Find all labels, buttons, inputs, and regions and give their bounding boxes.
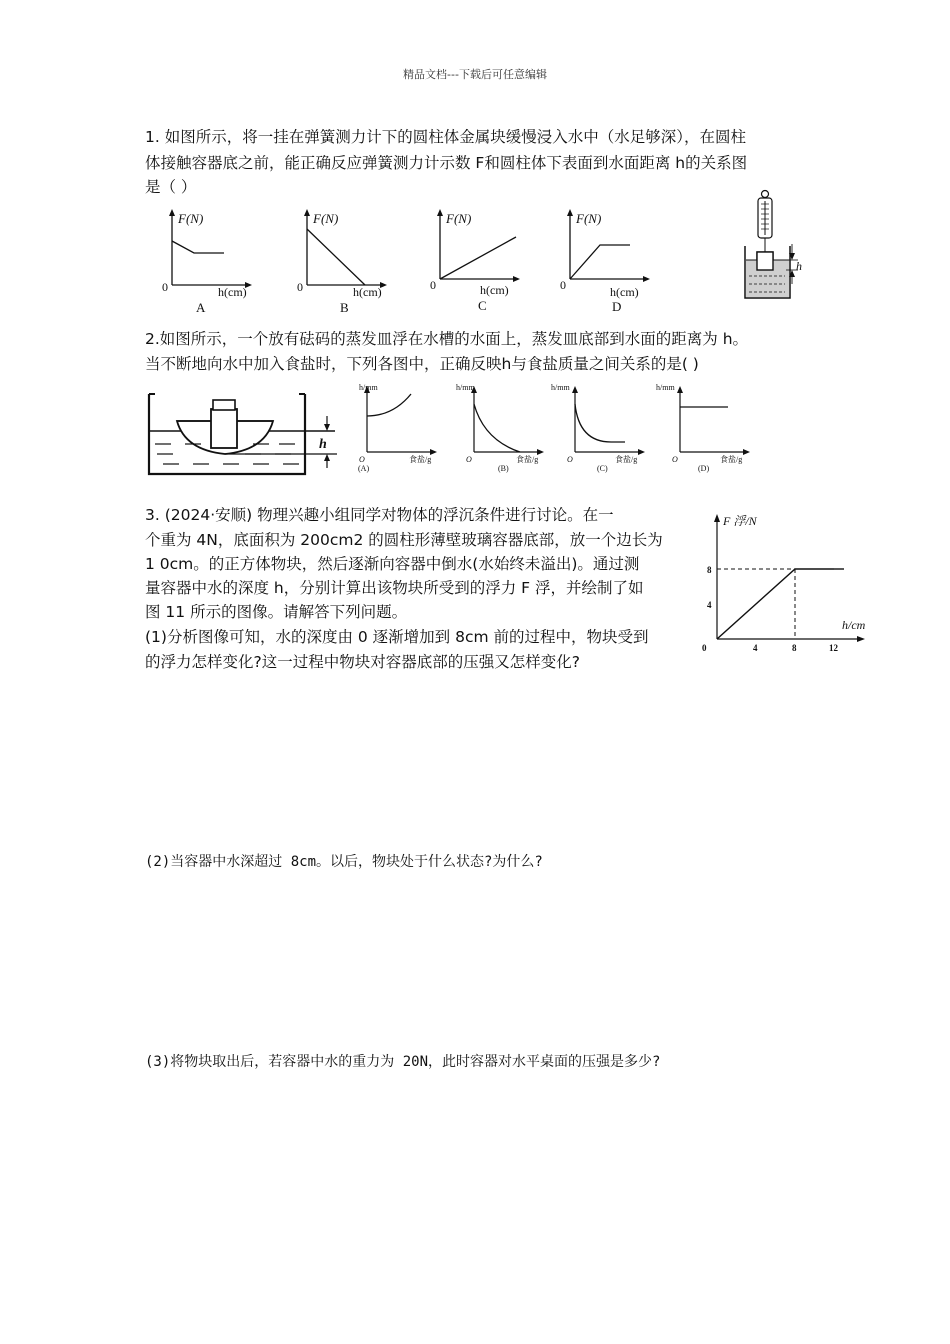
q1-b-xlabel: h(cm)	[353, 285, 382, 299]
q1-a-ylabel: F(N)	[178, 211, 204, 226]
q1-apparatus-h-label: h	[796, 259, 802, 273]
q3-x-tick-label: 0	[702, 643, 707, 653]
q2-option-c-label: (C)	[597, 464, 608, 473]
q2-option-a-graph	[355, 382, 445, 474]
q2-option-d-graph	[656, 382, 758, 474]
q3-x-tick-label: 4	[753, 643, 758, 653]
q2-option-b-label: (B)	[498, 464, 509, 473]
q2-option-c-graph	[551, 382, 653, 474]
q3-x-tick-label: 12	[829, 643, 838, 653]
q1-option-c-graph	[420, 205, 540, 315]
q2-a-xlabel: 食盐/g	[409, 455, 432, 464]
q3-y-axis-arrow	[714, 514, 720, 522]
q3-line-2: 个重为 4N，底面积为 200cm2 的圆柱形薄壁玻璃容器底部，放一个边长为	[145, 531, 663, 549]
q3-y-tick-label: 4	[707, 600, 712, 610]
q3-buoyancy-chart	[700, 508, 880, 653]
q2-b-curve	[474, 404, 520, 452]
q1-option-c-label: C	[478, 298, 487, 313]
q1-b-curve	[307, 229, 365, 285]
q3-line-4: 量容器中水的深度 h，分别计算出该物块所受到的浮力 F 浮，并绘制了如	[145, 579, 644, 597]
q2-d-ylabel: h/mm	[656, 383, 675, 392]
q2-a-origin: O	[359, 455, 365, 464]
q1-c-ylabel: F(N)	[446, 211, 472, 226]
q2-b-ylabel: h/mm	[456, 383, 475, 392]
q2-c-curve	[575, 404, 625, 442]
q2-option-d-label: (D)	[698, 464, 710, 473]
q3-sub1-line-1: (1)分析图像可知，水的深度由 0 逐渐增加到 8cm 前的过程中，物块受到	[145, 628, 649, 646]
q3-x-axis-arrow	[857, 636, 865, 642]
q3-sub3: (3)将物块取出后，若容器中水的重力为 20N，此时容器对水平桌面的压强是多少?	[145, 1054, 661, 1070]
q2-option-a-label: (A)	[358, 464, 370, 473]
page-header: 精品文档---下载后可任意编辑	[403, 68, 547, 81]
q1-b-origin: 0	[297, 280, 303, 294]
q1-d-ylabel: F(N)	[576, 211, 602, 226]
q1-option-b-graph	[285, 205, 405, 315]
q1-c-curve	[440, 237, 516, 279]
q2-evaporating-dish-apparatus	[145, 388, 345, 480]
q2-a-ylabel: h/mm	[359, 383, 378, 392]
q3-line-5: 图 11 所示的图像。请解答下列问题。	[145, 603, 408, 621]
q3-line-1: 3. (2024·安顺) 物理兴趣小组同学对物体的浮沉条件进行讨论。在一	[145, 506, 614, 524]
q3-y-tick-label: 8	[707, 565, 712, 575]
q2-apparatus-h-label: h	[319, 437, 327, 452]
q1-c-origin: 0	[430, 278, 436, 292]
q1-line-2: 体接触容器底之前，能正确反应弹簧测力计示数 F和圆柱体下表面到水面距离 h的关系图	[145, 154, 748, 172]
q1-a-origin: 0	[162, 280, 168, 294]
q3-sub1-line-2: 的浮力怎样变化?这一过程中物块对容器底部的压强又怎样变化?	[145, 653, 580, 671]
q1-option-a-graph	[150, 205, 270, 315]
q1-d-xlabel: h(cm)	[610, 285, 639, 299]
q2-d-xlabel: 食盐/g	[720, 455, 743, 464]
q2-b-xlabel: 食盐/g	[516, 455, 539, 464]
q1-line-1: 1. 如图所示，将一挂在弹簧测力计下的圆柱体金属块缓慢浸入水中（水足够深），在圆柱	[145, 128, 746, 146]
q1-a-curve	[172, 241, 224, 253]
q1-option-a-label: A	[196, 300, 206, 315]
q3-series-line	[717, 569, 834, 639]
q2-line-1: 2.如图所示，一个放有砝码的蒸发皿浮在水槽的水面上，蒸发皿底部到水面的距离为 h。	[145, 330, 749, 348]
q3-chart-ylabel: F 浮/N	[723, 514, 757, 528]
q1-option-d-graph	[550, 205, 670, 315]
q1-line-3: 是（ ）	[145, 178, 197, 196]
q2-line-2: 当不断地向水中加入食盐时，下列各图中，正确反映h与食盐质量之间关系的是( )	[145, 355, 699, 373]
q3-x-tick-label: 8	[792, 643, 797, 653]
q1-d-curve	[570, 245, 630, 279]
q2-b-origin: O	[466, 455, 472, 464]
q2-c-origin: O	[567, 455, 573, 464]
q1-d-origin: 0	[560, 278, 566, 292]
q1-b-ylabel: F(N)	[313, 211, 339, 226]
q1-option-d-label: D	[612, 299, 622, 314]
q1-a-xlabel: h(cm)	[218, 285, 247, 299]
q2-c-xlabel: 食盐/g	[615, 455, 638, 464]
q2-a-curve	[367, 394, 411, 416]
q1-c-xlabel: h(cm)	[480, 283, 509, 297]
q3-sub2: (2)当容器中水深超过 8cm。以后，物块处于什么状态?为什么?	[145, 854, 543, 870]
q2-d-origin: O	[672, 455, 678, 464]
q2-option-b-graph	[456, 382, 552, 474]
q3-line-3: 1 0cm。的正方体物块，然后逐渐向容器中倒水(水始终未溢出)。通过测	[145, 555, 640, 573]
q2-c-ylabel: h/mm	[551, 383, 570, 392]
q1-spring-scale-apparatus	[740, 188, 810, 303]
q1-option-b-label: B	[340, 300, 349, 315]
q3-chart-xlabel: h/cm	[842, 618, 866, 632]
